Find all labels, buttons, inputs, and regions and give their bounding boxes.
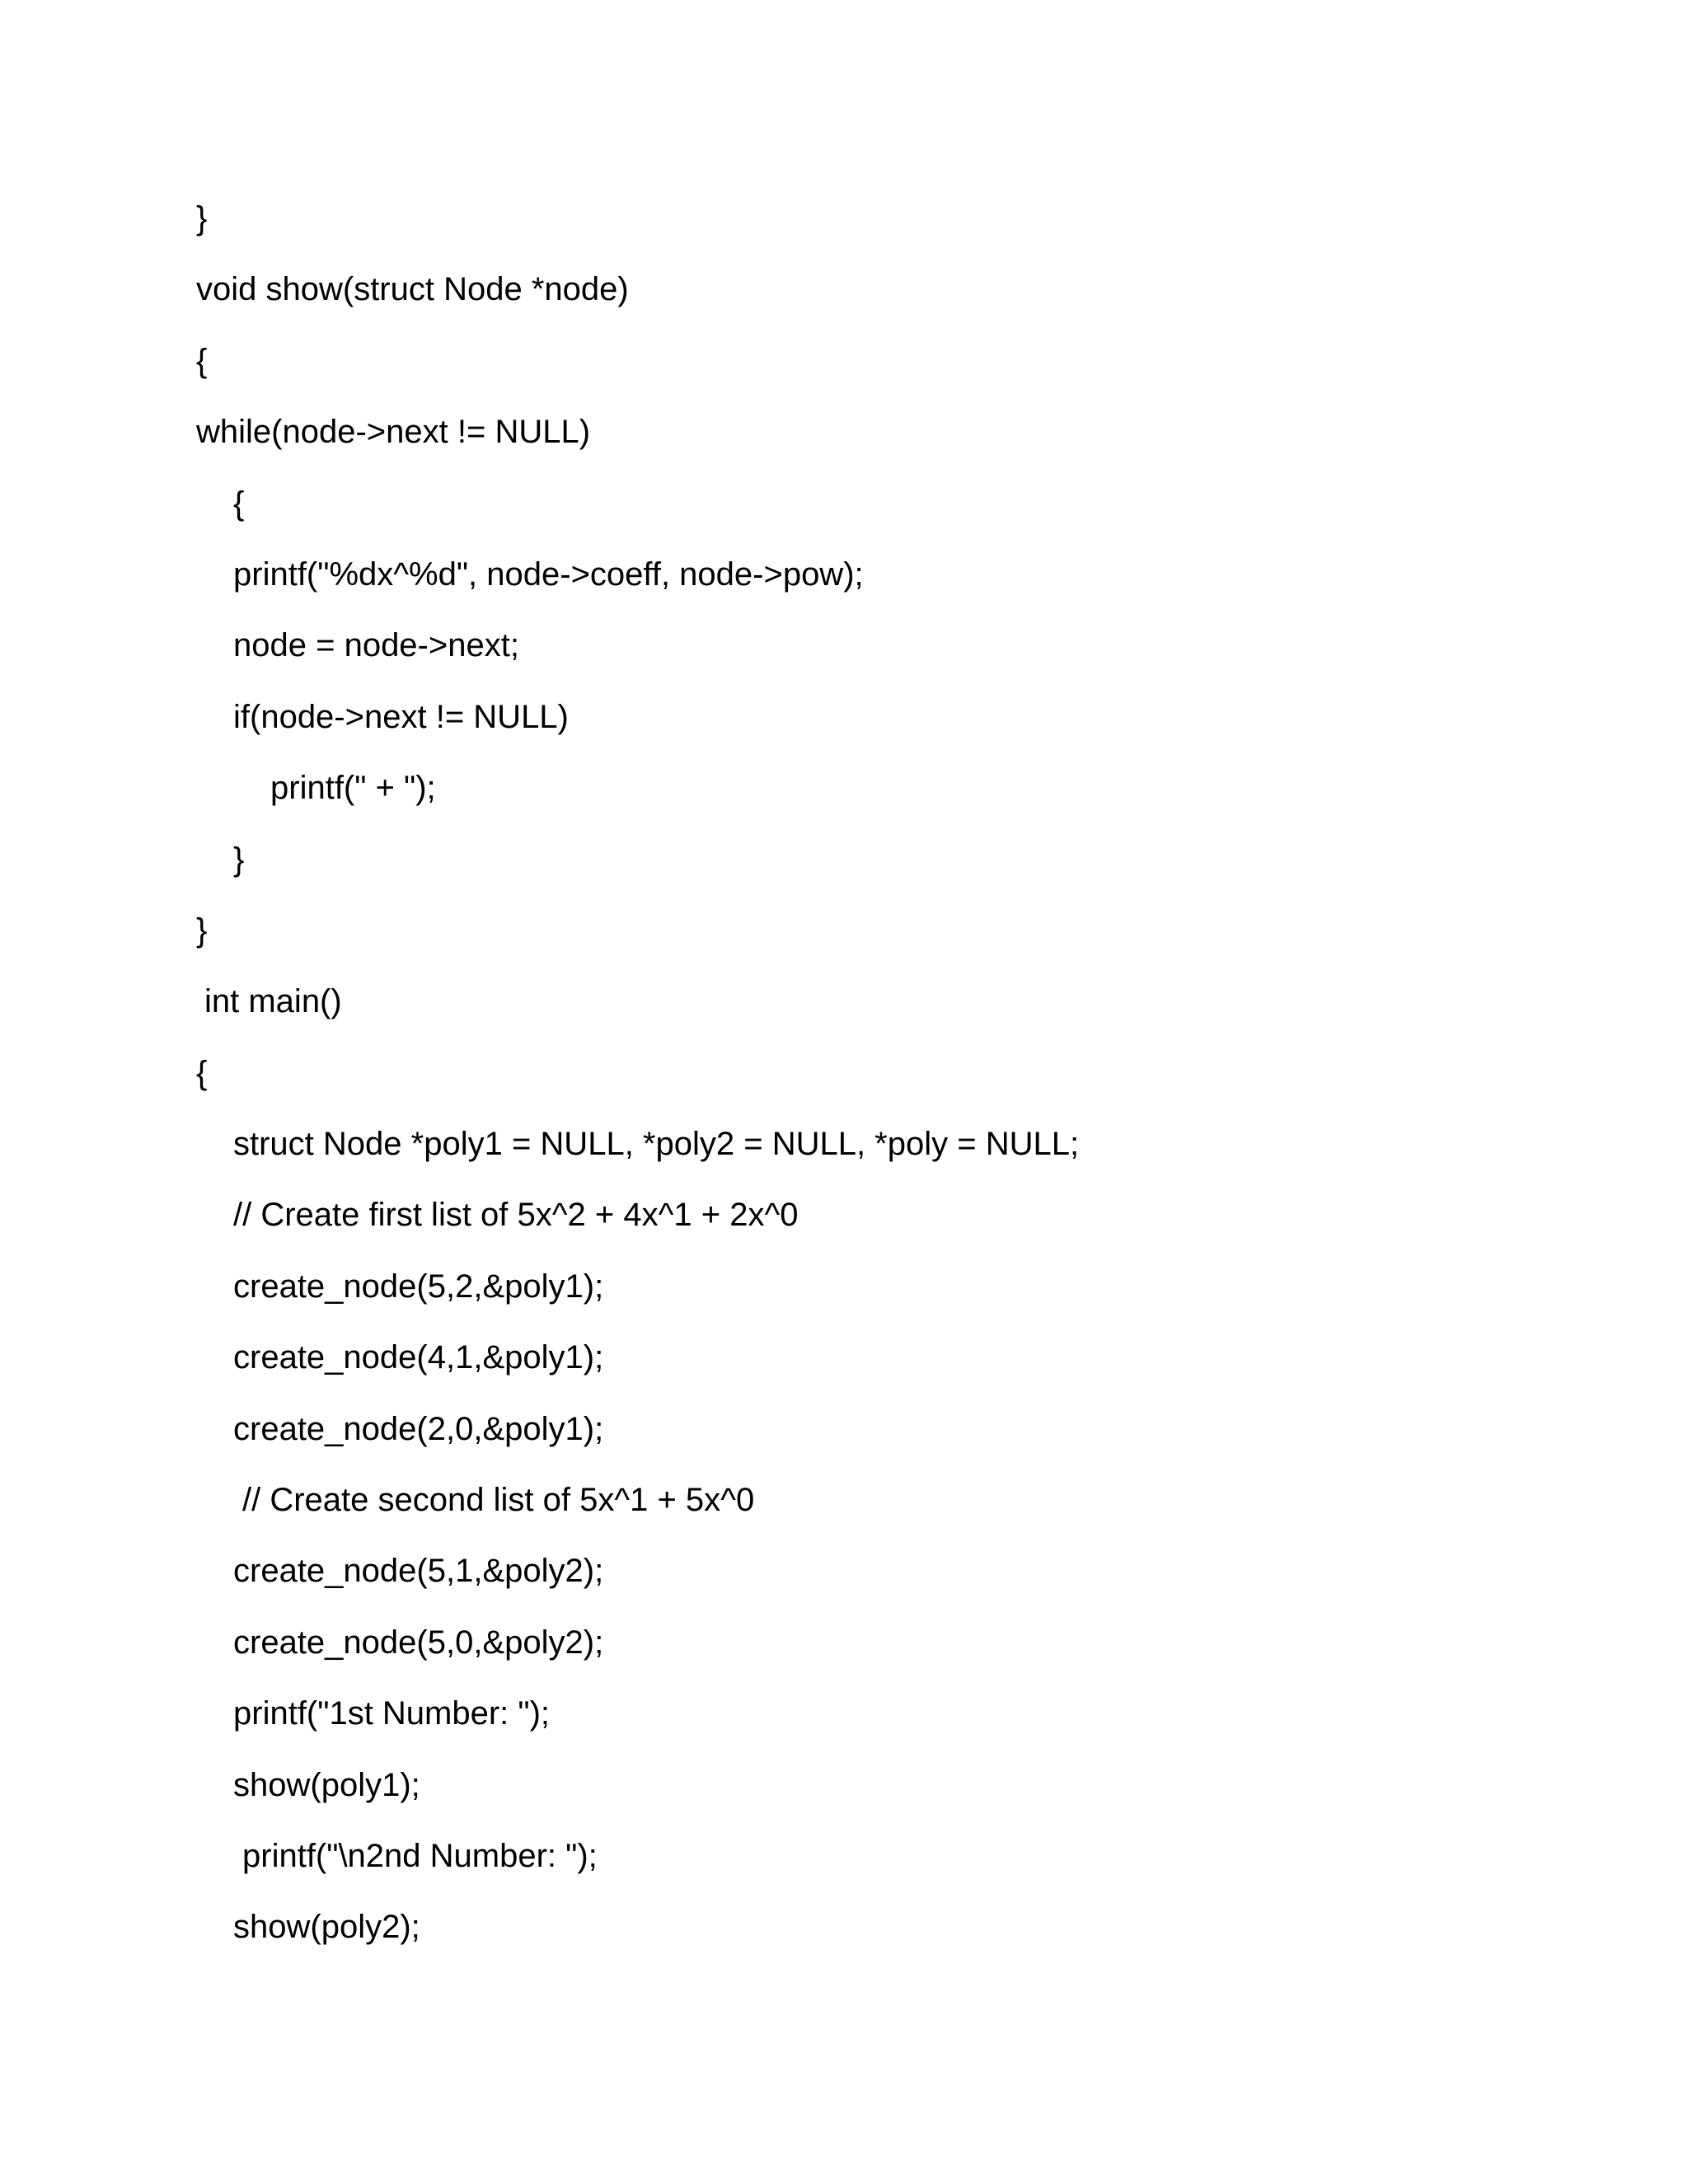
code-line: create_node(2,0,&poly1); (233, 1410, 604, 1447)
code-line: printf("1st Number: "); (233, 1695, 551, 1732)
code-line: } (196, 200, 208, 237)
code-line: struct Node *poly1 = NULL, *poly2 = NULL, *poly = NULL; (233, 1126, 1080, 1163)
code-line: create_node(4,1,&poly1); (233, 1339, 604, 1376)
code-line: printf("\n2nd Number: "); (242, 1837, 598, 1874)
code-line: printf("%dx^%d", node->coeff, node->pow); (233, 555, 864, 593)
code-line: { (233, 485, 245, 522)
code-line: show(poly2); (233, 1909, 420, 1946)
code-line: } (196, 912, 208, 949)
code-line: create_node(5,1,&poly2); (233, 1553, 604, 1590)
code-line: } (233, 841, 245, 878)
code-line: void show(struct Node *node) (196, 271, 629, 308)
code-line: node = node->next; (233, 627, 519, 664)
code-line: printf(" + "); (270, 770, 436, 807)
code-listing (196, 194, 1515, 1974)
code-line: { (196, 1054, 208, 1091)
code-line: while(node->next != NULL) (196, 414, 591, 451)
code-line: show(poly1); (233, 1766, 420, 1803)
code-line: int main() (204, 983, 342, 1020)
code-line: create_node(5,0,&poly2); (233, 1624, 604, 1661)
code-line: if(node->next != NULL) (233, 698, 569, 735)
code-line: // Create second list of 5x^1 + 5x^0 (242, 1482, 755, 1519)
code-line: // Create first list of 5x^2 + 4x^1 + 2x^0 (233, 1197, 799, 1234)
code-line: { (196, 342, 208, 379)
code-line: create_node(5,2,&poly1); (233, 1268, 604, 1305)
